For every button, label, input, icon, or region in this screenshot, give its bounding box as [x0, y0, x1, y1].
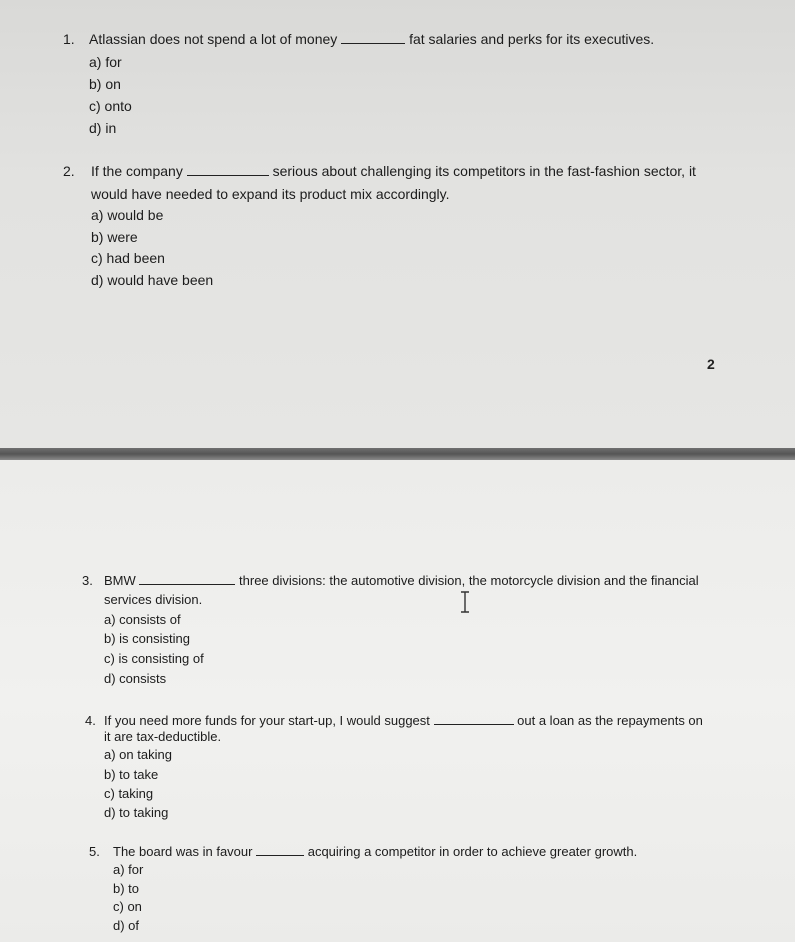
- question-stem: The board was in favour acquiring a competitor in order to achieve greater growth.: [113, 844, 638, 859]
- option-d: d) of: [113, 918, 140, 933]
- option-d: d) would have been: [91, 272, 214, 288]
- answer-blank: [341, 32, 405, 44]
- question-stem-continued: services division.: [104, 592, 203, 607]
- option-a: a) for: [113, 862, 144, 877]
- option-a: a) for: [89, 54, 122, 70]
- option-c: c) had been: [91, 250, 165, 266]
- option-c: c) on: [113, 899, 142, 914]
- question-number: 5.: [89, 844, 100, 859]
- option-b: b) on: [89, 76, 121, 92]
- question-stem: If the company serious about challenging its competitors in the fast-fashion sector, it: [91, 163, 696, 179]
- option-a: a) would be: [91, 207, 164, 223]
- option-a: a) consists of: [104, 612, 181, 627]
- answer-blank: [434, 713, 514, 725]
- question-number: 1.: [63, 31, 75, 47]
- question-number: 3.: [82, 573, 93, 588]
- question-number: 2.: [63, 163, 75, 179]
- question-stem-continued: it are tax-deductible.: [104, 729, 222, 744]
- question-stem-continued: would have needed to expand its product mix accordingly.: [91, 186, 450, 202]
- question-stem: BMW three divisions: the automotive division, the motorcycle division and the financial: [104, 573, 699, 588]
- option-b: b) to take: [104, 767, 159, 782]
- page-number: 2: [707, 356, 715, 372]
- option-d: d) to taking: [104, 805, 169, 820]
- option-c: c) taking: [104, 786, 154, 801]
- option-b: b) were: [91, 229, 138, 245]
- text-cursor-icon: [459, 591, 471, 613]
- option-b: b) to: [113, 881, 140, 896]
- option-d: d) consists: [104, 671, 167, 686]
- page-divider: [0, 448, 795, 460]
- answer-blank: [139, 573, 235, 585]
- option-c: c) is consisting of: [104, 651, 204, 666]
- answer-blank: [256, 844, 304, 856]
- option-a: a) on taking: [104, 747, 172, 762]
- question-number: 4.: [85, 713, 96, 728]
- option-b: b) is consisting: [104, 631, 190, 646]
- question-stem: Atlassian does not spend a lot of money fat salaries and perks for its executives.: [89, 31, 655, 47]
- option-d: d) in: [89, 120, 117, 136]
- option-c: c) onto: [89, 98, 132, 114]
- question-stem: If you need more funds for your start-up, I would suggest out a loan as the repayments on: [104, 713, 703, 728]
- answer-blank: [187, 164, 269, 176]
